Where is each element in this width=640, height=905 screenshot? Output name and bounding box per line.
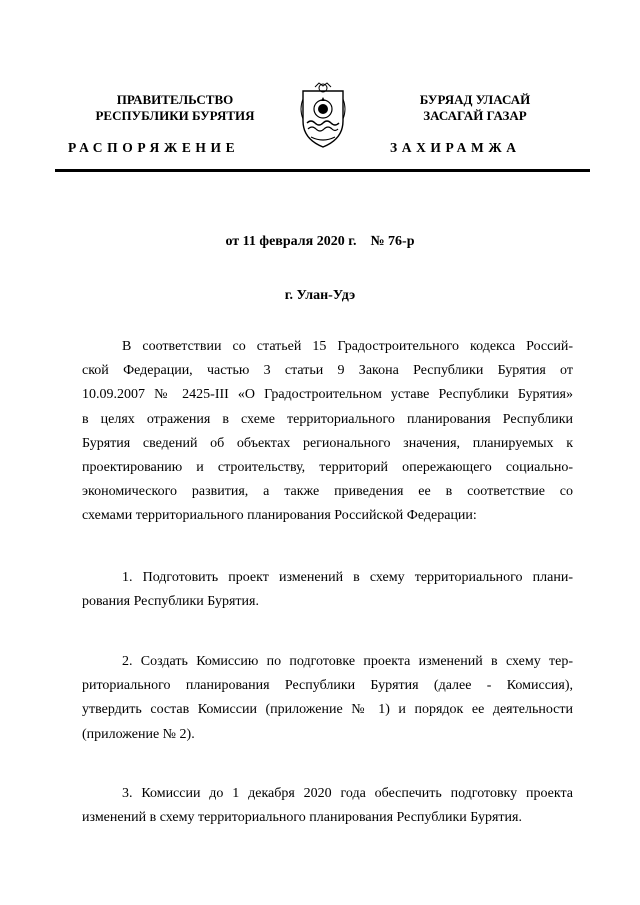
text-line: рования Республики Бурятия.	[82, 594, 259, 610]
text-line: 2. Создать Комиссию по подготовке проекта изменений в схему тер-	[122, 654, 573, 669]
text-line: В соответствии со статьей 15 Градостроительного кодекса Россий-	[122, 339, 573, 354]
text-line: 10.09.2007 № 2425-III «О Градостроительном уставе Республики Бурятия»	[82, 387, 573, 403]
issuer-line-1-buryat: БУРЯАД УЛАСАЙ	[419, 92, 531, 107]
issuer-line-2: РЕСПУБЛИКИ БУРЯТИЯ	[95, 108, 255, 123]
text-line: изменений в схему территориального планирования Республики Бурятия.	[82, 810, 522, 826]
text-line: (приложение № 2).	[82, 726, 195, 742]
text-line: Бурятия сведений об объектах регионального значения, планируемых к	[82, 435, 573, 451]
text-line: в целях отражения в схеме территориального планирования Республики	[82, 411, 573, 427]
header-divider	[55, 169, 590, 172]
document-number: № 76-р	[370, 234, 415, 249]
text-line: проектированию и строительству, территорий опережающего социально-	[82, 460, 573, 476]
text-line: утвердить состав Комиссии (приложение № 1) и порядок ее деятельности	[82, 702, 573, 718]
text-line: ской Федерации, частью 3 статьи 9 Закона Республики Бурятия от	[82, 363, 573, 379]
text-line: риториального планирования Республики Бурятия (далее - Комиссия),	[82, 678, 573, 694]
preamble-paragraph	[82, 335, 573, 529]
document-date: от 11 февраля 2020 г.	[225, 234, 357, 249]
item-3-paragraph	[82, 782, 573, 830]
issuer-line-2-buryat: ЗАСАГАЙ ГАЗАР	[423, 108, 527, 123]
item-2-paragraph	[82, 650, 573, 747]
text-line: 3. Комиссии до 1 декабря 2020 года обеспечить подготовку проекта	[122, 786, 573, 801]
document-type-buryat: ЗАХИРАМЖА	[390, 140, 521, 155]
date-number-line	[0, 234, 640, 250]
text-line: схемами территориального планирования Российской Федерации:	[82, 508, 477, 524]
coat-of-arms-icon	[297, 79, 349, 149]
city-name: г. Улан-Удэ	[284, 288, 356, 303]
document-type-russian: РАСПОРЯЖЕНИЕ	[68, 140, 240, 155]
issuer-name-buryat	[372, 92, 578, 124]
item-1-paragraph	[82, 566, 573, 614]
text-line: 1. Подготовить проект изменений в схему территориального плани-	[122, 570, 573, 585]
issuer-name-russian	[60, 92, 290, 124]
text-line: экономического развития, а также приведения ее в соответствие со	[82, 484, 573, 500]
issuer-line-1: ПРАВИТЕЛЬСТВО	[116, 92, 234, 107]
coat-of-arms-emblem	[297, 79, 349, 149]
